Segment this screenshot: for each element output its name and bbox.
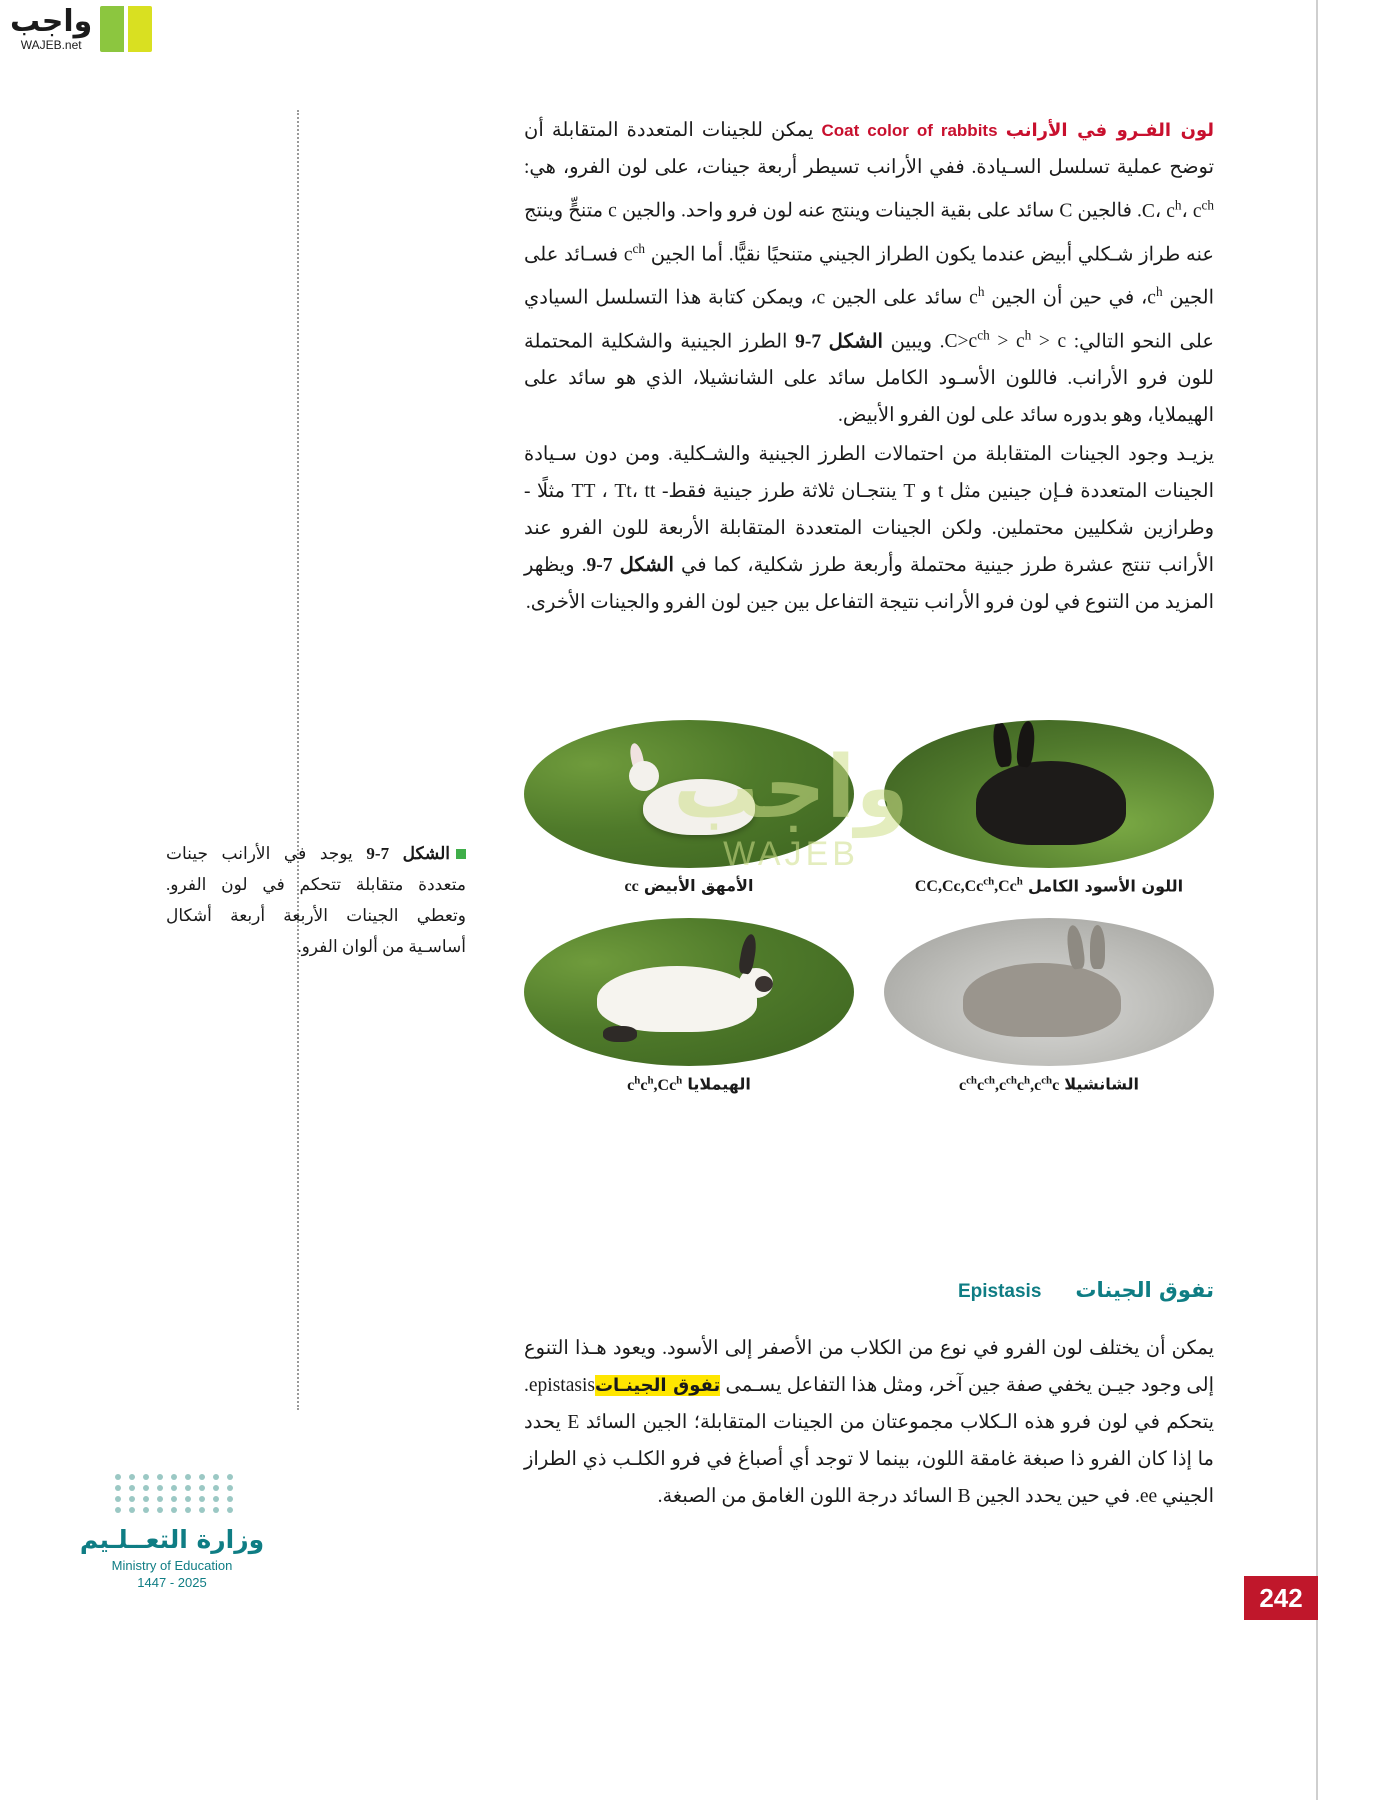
himalayan-rabbit-photo — [524, 918, 854, 1066]
wajeb-brand-latin: WAJEB.net — [20, 38, 82, 52]
paragraph-text-1e: سائد على الجين c، ويمكن كتابة هذا التسلسل السيادي على النحو التالي: — [524, 287, 1215, 352]
section-heading-arabic: لون الفـرو في الأرانب — [1005, 120, 1215, 141]
chinchilla-rabbit-photo — [884, 918, 1214, 1066]
epistasis-term-english: epistasis — [528, 1374, 595, 1396]
epistasis-section — [524, 1272, 1214, 1534]
dots-pattern-icon — [72, 1474, 272, 1513]
caption-label-himalayan: الهيملايا — [687, 1074, 751, 1094]
wajeb-logo — [10, 6, 152, 52]
figure-reference-1: الشكل 7-9 — [795, 331, 883, 352]
ministry-of-education-logo — [72, 1474, 272, 1590]
figure-cell-chinchilla — [884, 918, 1214, 1094]
green-square-icon — [456, 849, 466, 859]
figure-row-bottom — [524, 918, 1214, 1094]
paragraph-text-2a: يزيـد وجود الجينات المتقابلة من احتمالات الطرز الجينية والشـكلية. ومن دون سـيادة الجينات المتعددة فـإن جينين مثل t و T ينتجـان ثلاثة طرز جينية فقط- TT ، Tt، tt مثلًا - وطرازين شكليين محتملين. ولكن الجينات المتعددة المتقابلة الأربعة للون الفرو عند الأرانب تنتج عشرة طرز جينية محتملة وأربعة طرز شكلية، كما في — [524, 444, 1214, 576]
epistasis-text-a: يمكن أن يختلف لون الفرو في نوع من الكلاب من الأصفر إلى الأسود. ويعود هـذا التنوع إلى وجود جيـن يخفي صفة جين آخر، ومثل هذا التفاعل يسـمى — [524, 1337, 1214, 1396]
figure-side-caption — [166, 838, 466, 962]
caption-label-white: الأمهق الأبيض — [643, 876, 754, 895]
figure-cell-black — [884, 720, 1214, 896]
epistasis-paragraph — [524, 1330, 1214, 1515]
figure-cell-himalayan — [524, 918, 854, 1094]
figure-caption-text: يوجد في الأرانب جينات متعددة متقابلة تتحكم في لون الفرو. وتعطي الجينات الأربعة أربعة أشكال أساسـية من ألوان الفرو. — [166, 844, 466, 956]
paragraph-text-1g: الطرز الجينية والشكلية المحتملة للون فرو الأرانب. فاللون الأسـود الكامل سائد على الشانشيلا، الذي هو سائد على الهيملايا، وهو بدوره سائد على لون الفرو الأبيض. — [524, 331, 1214, 426]
white-albino-rabbit-photo — [524, 720, 854, 868]
paragraph-multiple-alleles — [524, 436, 1214, 621]
figure-row-top — [524, 720, 1214, 896]
dominance-series: $C>c^{ch} > c^h > c$ — [944, 327, 1067, 352]
section-heading-english: Coat color of rabbits — [821, 121, 998, 140]
ministry-years: 2025 - 1447 — [137, 1575, 207, 1590]
epistasis-highlight-term: تفوق الجينـات — [594, 1374, 721, 1396]
genotype-white: cc — [624, 878, 639, 895]
figure-reference-2: الشكل 7-9 — [586, 555, 674, 576]
paragraph-coat-color: لون الفـرو في الأرانب Coat color of rabbits يمكن للجينات المتعددة المتقابلة أن توضح عملية تسلسل السـيادة. ففي الأرانب تسيطر أربعة جينات، على لون الفرو، هي: C، $c^h،$ $c^{ch}$. فالجين C سائد على بقية الجينات وينتج عنه لون فرو واحد. والجين c متنحٍّ وينتج عنه طراز شـكلي أبيض عندما يكون الطراز الجيني متنحيًا نقيًّا. أما الجين $c^{ch}$ فسـائد على الجين $c^h،$ في حين أن الجين $c^h$ سائد على الجين c، ويمكن كتابة هذا التسلسل السيادي على النحو التالي: $C>c^{ch} > c^h > c$. ويبين الشكل 7-9 الطرز الجينية والشكلية المحتملة للون فرو الأرانب. فاللون الأسـود الكامل سائد على الشانشيلا، الذي هو سائد على الهيملايا، وهو بدوره سائد على لون الفرو الأبيض. — [524, 120, 1215, 426]
epistasis-text-b: . يتحكم في لون فرو هذه الـكلاب مجموعتان من الجينات المتقابلة؛ الجين السائد E يحدد ما إذا كان الفرو ذا صبغة غامقة اللون، بينما لا توجد أي أصباغ في فرو الكلـب ذي الطراز الجيني ee. في حين يحدد الجين B السائد درجة اللون الغامق من الصبغة. — [524, 1374, 1215, 1507]
main-text-column — [524, 112, 1214, 623]
figure-watermark-arabic: واجب — [673, 738, 909, 838]
paragraph-text-1c: فسـائد على الجين c — [524, 244, 1214, 309]
book-icon — [100, 6, 152, 52]
figure-caption-number: الشكل 7-9 — [366, 844, 450, 863]
figure-watermark-latin: WAJEB — [723, 835, 859, 873]
margin-dotted-divider — [297, 110, 299, 1410]
paragraph-text-1b: . فالجين C سائد على بقية الجينات وينتج عنه لون فرو واحد. والجين c متنحٍّ وينتج عنه طراز شـكلي أبيض عندما يكون الطراز الجيني متنحيًا نقيًّا. أما الجين c — [524, 200, 1214, 265]
figure-cell-white — [524, 720, 854, 896]
paragraph-text-2b: . ويظهر المزيد من التنوع في لون فرو الأرانب نتيجة التفاعل بين جين لون الفرو والجينات الأخرى. — [524, 555, 1214, 613]
ministry-name-arabic: وزارة التعــلـيم — [79, 1525, 265, 1554]
caption-label-chinchilla: الشانشيلا — [1064, 1074, 1140, 1094]
wajeb-brand-arabic: واجب — [10, 4, 93, 39]
genotype-himalayan: $c^hc^h,Cc^h$ — [627, 1074, 683, 1094]
caption-label-black: اللون الأسود الكامل — [1027, 876, 1184, 896]
paragraph-text-1d: ، في حين أن الجين c — [969, 287, 1148, 309]
paragraph-text-1a: يمكن للجينات المتعددة المتقابلة أن توضح عملية تسلسل السـيادة. ففي الأرانب تسيطر أربعة جينات، على لون الفرو، هي: — [524, 120, 1214, 178]
genotype-chinchilla: $c^{ch}c^{ch},c^{ch}c^h,c^{ch}c$ — [958, 1074, 1060, 1094]
ministry-name-english: Ministry of Education — [111, 1558, 233, 1573]
epistasis-heading — [524, 1272, 1214, 1310]
page-edge-rule — [1316, 0, 1318, 1800]
paragraph-text-1f: . ويبين — [882, 331, 945, 352]
black-rabbit-photo — [884, 720, 1214, 868]
figure-7-9 — [524, 720, 1214, 1095]
page-number: 242 — [1244, 1576, 1318, 1620]
epistasis-heading-arabic: تفوق الجينات — [1075, 1278, 1214, 1302]
genotype-black: $CC,Cc,Cc^{ch},Cc^h$ — [914, 876, 1023, 896]
epistasis-heading-english: Epistasis — [957, 1281, 1042, 1302]
